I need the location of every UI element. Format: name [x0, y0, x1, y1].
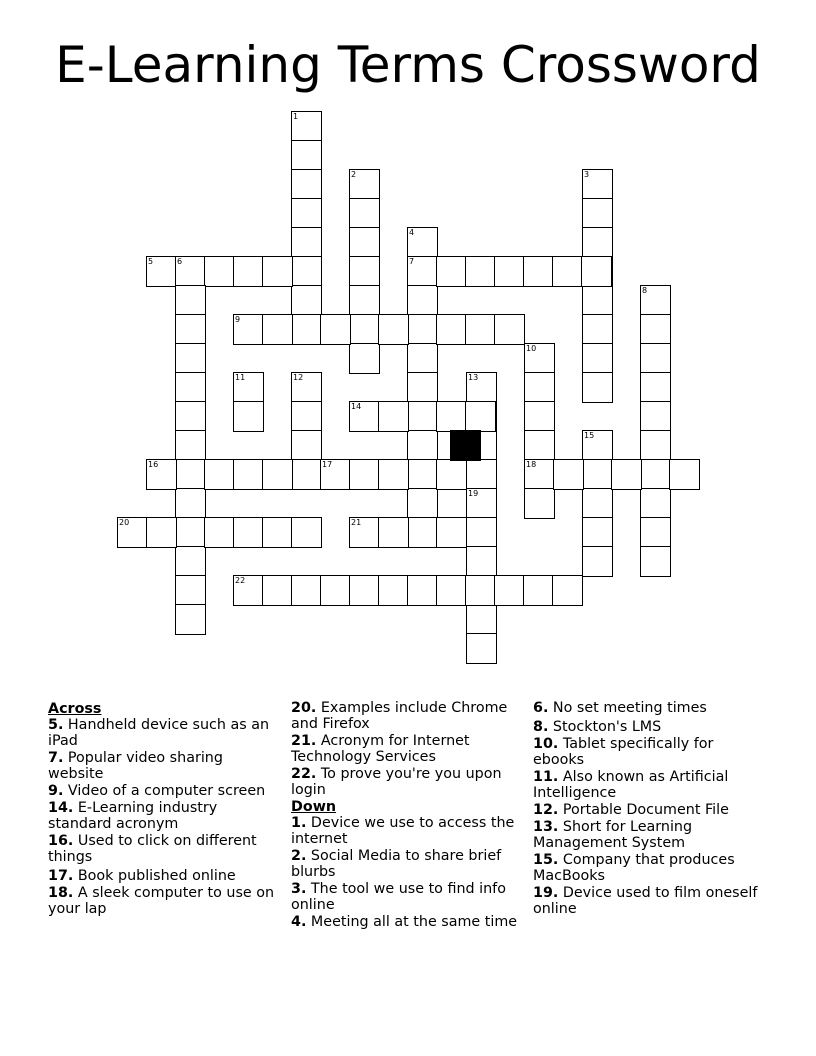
grid-cell[interactable]: [175, 604, 206, 635]
grid-cell[interactable]: [582, 430, 613, 461]
grid-cell[interactable]: [494, 575, 525, 606]
grid-cell[interactable]: [146, 459, 177, 490]
clue-number: 2: [351, 170, 357, 179]
grid-cell[interactable]: [262, 517, 293, 548]
grid-cell[interactable]: [262, 314, 293, 345]
grid-cell[interactable]: [466, 633, 497, 664]
clue-number: 12: [293, 373, 304, 382]
clue-number: 22: [235, 576, 246, 585]
grid-cell[interactable]: [291, 227, 322, 258]
grid-cell[interactable]: [466, 372, 497, 403]
grid-cell[interactable]: [291, 314, 322, 345]
clue-number: 21: [351, 518, 362, 527]
grid-cell[interactable]: [582, 227, 613, 258]
grid-cell[interactable]: [233, 575, 264, 606]
down-clue-15: 15. Company that produces MacBooks: [533, 852, 735, 884]
grid-cell[interactable]: [524, 459, 555, 490]
grid-cell[interactable]: [349, 256, 380, 287]
grid-cell[interactable]: [465, 401, 496, 432]
grid-cell[interactable]: [175, 372, 206, 403]
grid-cell[interactable]: [349, 198, 380, 229]
grid-cell[interactable]: [407, 256, 438, 287]
grid-cell[interactable]: [233, 401, 264, 432]
grid-cell[interactable]: [233, 459, 264, 490]
clues-column-1: [48, 700, 276, 918]
grid-cell[interactable]: [378, 459, 409, 490]
grid-cell[interactable]: [349, 314, 380, 345]
grid-cell[interactable]: [640, 488, 671, 519]
grid-cell[interactable]: [407, 488, 438, 519]
grid-cell[interactable]: [436, 401, 467, 432]
grid-cell[interactable]: [117, 517, 148, 548]
down-clue-8: 8. Stockton's LMS: [533, 719, 662, 735]
puzzle-title: E-Learning Terms Crossword: [55, 36, 761, 94]
grid-cell[interactable]: [640, 430, 671, 461]
grid-cell[interactable]: [523, 256, 554, 287]
grid-cell[interactable]: [582, 459, 613, 490]
clue-number: 18: [526, 460, 537, 469]
grid-cell[interactable]: [349, 169, 380, 200]
down-clue-4: 4. Meeting all at the same time: [291, 914, 518, 930]
clue-number: 14: [351, 402, 362, 411]
grid-cell[interactable]: [233, 256, 264, 287]
grid-cell[interactable]: [204, 459, 235, 490]
grid-cell[interactable]: [494, 256, 525, 287]
down-clue-12: 12. Portable Document File: [533, 802, 729, 818]
grid-cell[interactable]: [175, 459, 206, 490]
grid-cell[interactable]: [320, 575, 351, 606]
down-clue-6: 6. No set meeting times: [533, 700, 707, 716]
across-clue-17: 17. Book published online: [48, 868, 236, 884]
grid-cell[interactable]: [407, 343, 438, 374]
grid-cell[interactable]: [175, 401, 206, 432]
grid-cell[interactable]: [466, 546, 497, 577]
grid-cell[interactable]: [553, 459, 584, 490]
grid-cell[interactable]: [146, 256, 177, 287]
grid-cell[interactable]: [494, 314, 525, 345]
clue-number: 16: [148, 460, 159, 469]
down-clue-2: 2. Social Media to share brief blurbs: [291, 848, 502, 880]
across-clue-18: 18. A sleek computer to use on your lap: [48, 885, 275, 917]
grid-cell[interactable]: [640, 401, 671, 432]
down-clue-11: 11. Also known as Artificial Intelligence: [533, 769, 729, 801]
grid-cell[interactable]: [552, 256, 583, 287]
clue-number: 1: [293, 112, 299, 121]
grid-cell[interactable]: [349, 343, 380, 374]
grid-cell[interactable]: [640, 372, 671, 403]
grid-cell[interactable]: [291, 285, 322, 316]
grid-cell[interactable]: [175, 314, 206, 345]
grid-cell[interactable]: [523, 575, 554, 606]
clues-column-3: [533, 700, 761, 918]
grid-cell[interactable]: [407, 227, 438, 258]
grid-cell[interactable]: [291, 140, 322, 171]
clue-number: 4: [409, 228, 415, 237]
grid-cell[interactable]: [524, 343, 555, 374]
grid-cell[interactable]: [291, 111, 322, 142]
grid-cell[interactable]: [640, 459, 671, 490]
grid-cell[interactable]: [466, 517, 497, 548]
grid-cell[interactable]: [582, 546, 613, 577]
grid-cell[interactable]: [524, 488, 555, 519]
across-clue-14: 14. E-Learning industry standard acronym: [48, 800, 218, 832]
grid-cell[interactable]: [291, 401, 322, 432]
grid-cell[interactable]: [349, 517, 380, 548]
grid-cell[interactable]: [407, 575, 438, 606]
grid-cell[interactable]: [291, 575, 322, 606]
grid-cell[interactable]: [465, 314, 496, 345]
across-clue-20: 20. Examples include Chrome and Firefox: [291, 700, 508, 732]
grid-cell[interactable]: [581, 256, 612, 287]
grid-cell[interactable]: [204, 256, 235, 287]
grid-cell[interactable]: [349, 459, 380, 490]
grid-cell[interactable]: [436, 459, 467, 490]
grid-cell[interactable]: [378, 517, 409, 548]
grid-cell[interactable]: [640, 517, 671, 548]
grid-cell[interactable]: [175, 546, 206, 577]
clue-number: 13: [468, 373, 479, 382]
down-clue-10: 10. Tablet specifically for ebooks: [533, 736, 714, 768]
grid-cell[interactable]: [640, 546, 671, 577]
grid-cell[interactable]: [582, 517, 613, 548]
grid-cell[interactable]: [291, 430, 322, 461]
grid-cell[interactable]: [146, 517, 177, 548]
grid-cell[interactable]: [349, 285, 380, 316]
grid-cell[interactable]: [407, 372, 438, 403]
grid-cell[interactable]: [640, 285, 671, 316]
grid-cell[interactable]: [582, 314, 613, 345]
grid-cell[interactable]: [407, 401, 438, 432]
clue-number: 10: [526, 344, 537, 353]
grid-cell[interactable]: [524, 372, 555, 403]
grid-cell[interactable]: [291, 372, 322, 403]
down-clue-19: 19. Device used to film oneself online: [533, 885, 758, 917]
grid-cell[interactable]: [582, 198, 613, 229]
grid-cell[interactable]: [466, 604, 497, 635]
grid-cell[interactable]: [262, 575, 293, 606]
grid-cell[interactable]: [291, 256, 322, 287]
grid-cell[interactable]: [582, 169, 613, 200]
grid-cell[interactable]: [378, 314, 409, 345]
grid-cell[interactable]: [407, 430, 438, 461]
grid-cell[interactable]: [582, 343, 613, 374]
clue-number: 3: [584, 170, 590, 179]
clue-number: 9: [235, 315, 241, 324]
grid-cell[interactable]: [378, 401, 409, 432]
grid-cell[interactable]: [582, 285, 613, 316]
grid-cell[interactable]: [320, 459, 351, 490]
grid-cell[interactable]: [407, 459, 438, 490]
across-clue-16: 16. Used to click on different things: [48, 833, 257, 865]
grid-cell[interactable]: [175, 575, 206, 606]
grid-cell[interactable]: [465, 575, 496, 606]
grid-cell[interactable]: [175, 517, 206, 548]
clue-number: 17: [322, 460, 333, 469]
across-clue-9: 9. Video of a computer screen: [48, 783, 266, 799]
grid-cell[interactable]: [262, 256, 293, 287]
grid-cell[interactable]: [436, 314, 467, 345]
grid-cell[interactable]: [436, 575, 467, 606]
clue-number: 7: [409, 257, 415, 266]
down-heading: Down: [291, 799, 337, 815]
grid-cell[interactable]: [175, 488, 206, 519]
grid-cell[interactable]: [466, 488, 497, 519]
grid-cell[interactable]: [291, 169, 322, 200]
across-clue-22: 22. To prove you're you upon login: [291, 766, 502, 798]
grid-cell[interactable]: [669, 459, 700, 490]
down-clue-13: 13. Short for Learning Management System: [533, 819, 693, 851]
grid-cell[interactable]: [262, 459, 293, 490]
grid-cell[interactable]: [175, 285, 206, 316]
across-clue-5: 5. Handheld device such as an iPad: [48, 717, 270, 749]
grid-cell[interactable]: [436, 517, 467, 548]
grid-cell[interactable]: [407, 285, 438, 316]
clue-number: 20: [119, 518, 130, 527]
grid-cell[interactable]: [466, 459, 497, 490]
grid-cell[interactable]: [640, 343, 671, 374]
grid-cell[interactable]: [233, 314, 264, 345]
black-square: [450, 430, 481, 461]
clue-number: 5: [148, 257, 154, 266]
grid-cell[interactable]: [349, 227, 380, 258]
grid-cell[interactable]: [233, 517, 264, 548]
grid-cell[interactable]: [524, 401, 555, 432]
down-clue-1: 1. Device we use to access the internet: [291, 815, 515, 847]
grid-cell[interactable]: [175, 430, 206, 461]
grid-cell[interactable]: [524, 430, 555, 461]
grid-cell[interactable]: [349, 575, 380, 606]
grid-cell[interactable]: [291, 198, 322, 229]
clue-number: 15: [584, 431, 595, 440]
clues-column-2: [291, 700, 519, 931]
grid-cell[interactable]: [465, 256, 496, 287]
grid-cell[interactable]: [175, 343, 206, 374]
grid-cell[interactable]: [204, 517, 235, 548]
grid-cell[interactable]: [407, 314, 438, 345]
grid-cell[interactable]: [233, 372, 264, 403]
grid-cell[interactable]: [611, 459, 642, 490]
across-clue-21: 21. Acronym for Internet Technology Services: [291, 733, 470, 765]
grid-cell[interactable]: [640, 314, 671, 345]
clue-number: 8: [642, 286, 648, 295]
grid-cell[interactable]: [436, 256, 467, 287]
grid-cell[interactable]: [175, 256, 206, 287]
grid-cell[interactable]: [407, 517, 438, 548]
across-clue-7: 7. Popular video sharing website: [48, 750, 223, 782]
grid-cell[interactable]: [378, 575, 409, 606]
clue-number: 11: [235, 373, 246, 382]
grid-cell[interactable]: [291, 459, 322, 490]
grid-cell[interactable]: [291, 517, 322, 548]
grid-cell[interactable]: [552, 575, 583, 606]
clue-number: 19: [468, 489, 479, 498]
clue-number: 6: [177, 257, 183, 266]
grid-cell[interactable]: [320, 314, 351, 345]
down-clue-3: 3. The tool we use to find info online: [291, 881, 506, 913]
across-heading: Across: [48, 701, 102, 717]
grid-cell[interactable]: [349, 401, 380, 432]
grid-cell[interactable]: [582, 372, 613, 403]
grid-cell[interactable]: [582, 488, 613, 519]
